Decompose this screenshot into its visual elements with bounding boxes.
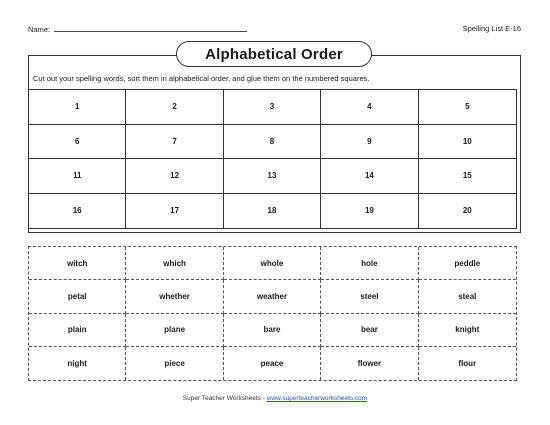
word-card: witch [29,247,126,280]
square-10: 10 [419,125,516,160]
name-field [28,24,247,34]
page-title: Alphabetical Order [176,41,372,67]
word-card: peddle [419,247,516,280]
square-8: 8 [224,125,321,160]
numbered-squares-grid [28,89,517,229]
name-line [54,24,247,32]
word-card: which [126,247,223,280]
square-9: 9 [321,125,418,160]
word-card: hole [321,247,418,280]
word-card: whole [224,247,321,280]
footer-text: Super Teacher Worksheets - [182,395,267,402]
square-16: 16 [29,194,126,229]
square-7: 7 [126,125,223,160]
square-5: 5 [419,90,516,125]
square-4: 4 [321,90,418,125]
instructions: Cut out your spelling words, sort them in alphabetical order, and glue them on the numbered squares. [33,74,370,83]
square-15: 15 [419,159,516,194]
square-17: 17 [126,194,223,229]
word-card: weather [224,280,321,313]
word-card: flower [321,347,418,380]
square-1: 1 [29,90,126,125]
square-6: 6 [29,125,126,160]
word-card: whether [126,280,223,313]
word-card: flour [458,358,477,368]
word-card: bear [321,314,418,347]
footer [0,395,550,402]
word-card: petal [29,280,126,313]
square-13: 13 [224,159,321,194]
word-cutout-grid [28,246,517,381]
word-card: night [29,347,126,380]
square-20: 20 [462,206,472,216]
square-19: 19 [321,194,418,229]
square-18: 18 [224,194,321,229]
word-card: plain [29,314,126,347]
word-card: plane [126,314,223,347]
square-12: 12 [126,159,223,194]
word-card: steel [321,280,418,313]
word-card: bare [224,314,321,347]
square-3: 3 [224,90,321,125]
spelling-list-label: Spelling List E-16 [462,24,521,33]
name-label: Name: [28,25,51,34]
word-card: piece [126,347,223,380]
word-card: steal [419,280,516,313]
footer-link[interactable]: www.superteacherworksheets.com [266,395,368,402]
square-14: 14 [321,159,418,194]
square-2: 2 [126,90,223,125]
word-card: peace [224,347,321,380]
word-card: knight [419,314,516,347]
square-11: 11 [29,159,126,194]
